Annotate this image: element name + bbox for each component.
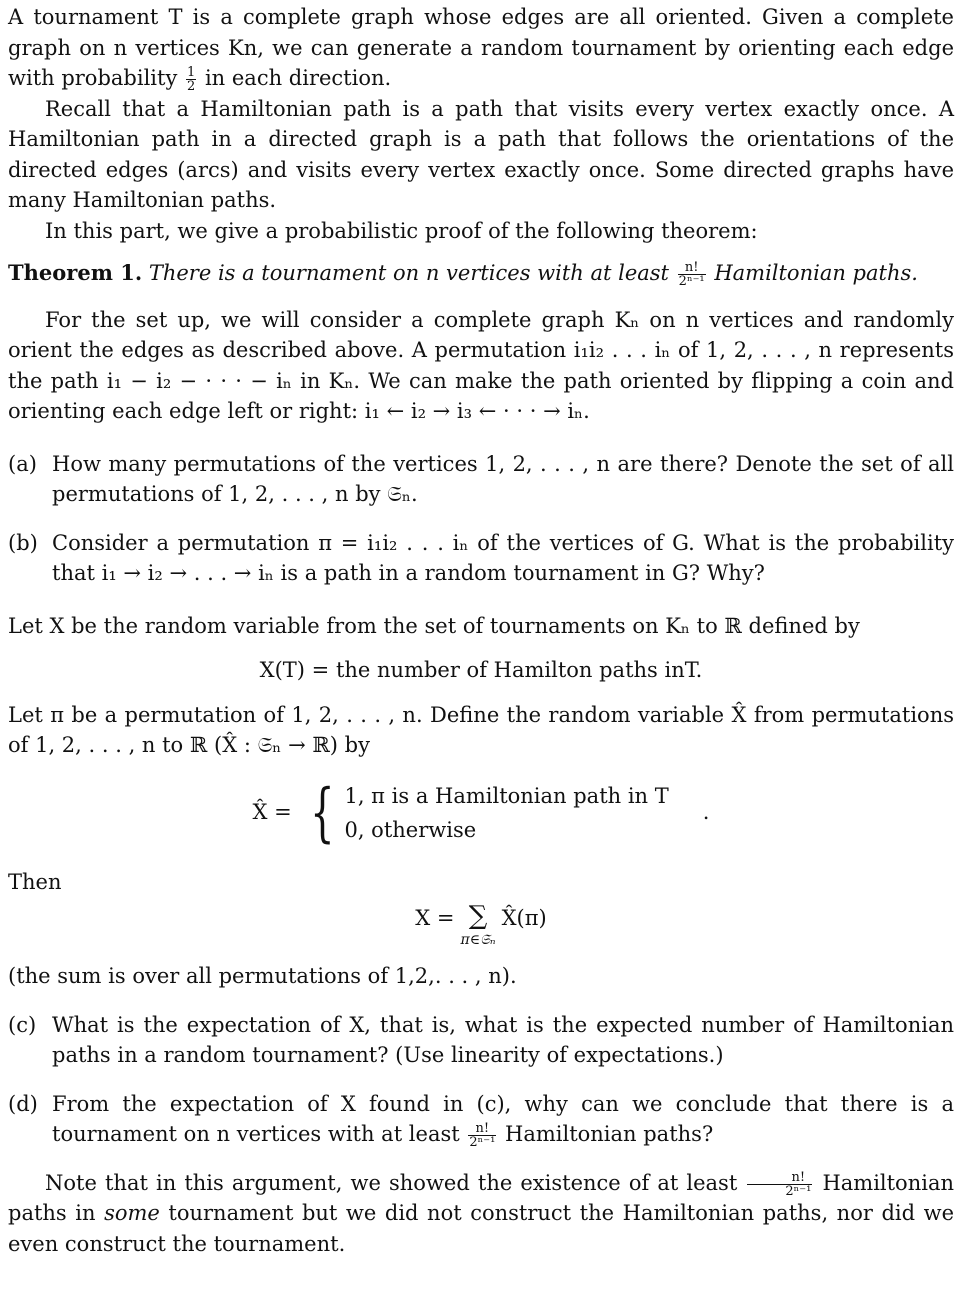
question-d-text: [52, 1089, 954, 1150]
fraction-numerator: n!: [468, 1122, 496, 1136]
intro-paragraph-1: [8, 2, 954, 94]
fraction-numerator: n!: [678, 261, 706, 275]
question-c-label: (c): [8, 1012, 37, 1037]
question-c: [8, 1010, 954, 1071]
question-b-text: Consider a permutation π = i₁i₂ . . . iₙ of the vertices of G. What is the probability that i₁ → i₂ → . . . → iₙ is a path in a random tournament in G? Why?: [52, 530, 954, 585]
question-b: [8, 528, 954, 589]
note-start: Note that in this argument, we showed the existence of at least: [45, 1170, 746, 1195]
fraction-one-half: [186, 66, 196, 93]
question-c-text: What is the expectation of X, that is, what is the expected number of Hamiltonian paths in a random tournament? (Use linearity of expectations.): [52, 1012, 954, 1067]
question-d-text-end: Hamiltonian paths?: [498, 1122, 714, 1146]
cases-period: .: [702, 800, 710, 825]
intro-paragraph-3: In this part, we give a probabilistic proof of the following theorem:: [45, 218, 758, 243]
cases-equation: [8, 775, 954, 850]
fraction-denominator: 2: [187, 79, 196, 94]
question-a: [8, 449, 954, 510]
fraction-numerator: 1: [187, 65, 196, 80]
case-2: 0, otherwise: [344, 817, 477, 842]
fraction-denominator: 2ⁿ⁻¹: [469, 1135, 496, 1150]
question-d-fraction: [468, 1122, 496, 1149]
cases-rows: [344, 779, 668, 847]
sum-equation: [8, 901, 954, 949]
note-end: tournament but we did not construct the Hamiltonian paths, nor did we even construct the tournament.: [8, 1201, 955, 1256]
question-a-label: (a): [8, 451, 37, 476]
question-d-label: (d): [8, 1091, 38, 1116]
intro-text-1-end: in each direction.: [198, 66, 392, 90]
note-fraction: [747, 1171, 812, 1198]
sum-operator: [461, 901, 496, 949]
intro-paragraph-2: Recall that a Hamiltonian path is a path that visits every vertex exactly once. A Hamiltonian path in a directed graph is a path that follows the orientations of the directed edges (arcs) and visits every vertex exactly once. Some directed graphs have many Hamiltonian paths.: [8, 96, 954, 212]
note-mid: Hamiltonian paths in: [8, 1170, 954, 1225]
fraction-denominator: 2ⁿ⁻¹: [785, 1183, 812, 1199]
theorem-fraction: [678, 261, 706, 288]
question-d: [8, 1089, 954, 1150]
theorem-body-start: There is a tournament on n vertices with at least: [148, 261, 676, 285]
left-brace: {: [309, 775, 335, 850]
rv-definition-x: Let X be the random variable from the set of tournaments on Kₙ to ℝ defined by: [8, 613, 860, 638]
sum-rhs: X̂(π): [501, 906, 547, 930]
theorem: [8, 258, 954, 289]
theorem-body-end: Hamiltonian paths.: [707, 261, 918, 285]
note-emphasis: some: [104, 1201, 160, 1225]
theorem-title: Theorem 1.: [8, 260, 143, 285]
fraction-numerator: n!: [747, 1171, 812, 1185]
sigma-symbol: ∑: [468, 901, 488, 931]
sum-subscript: π∈𝔖ₙ: [460, 932, 496, 948]
fraction-denominator: 2ⁿ⁻¹: [678, 274, 705, 289]
closing-note: [8, 1168, 954, 1260]
sum-lhs: X =: [415, 906, 455, 930]
setup-paragraph: For the set up, we will consider a complete graph Kₙ on n vertices and randomly orient the edges as described above. A permutation i₁i₂ . . . iₙ of 1, 2, . . . , n represents the path i₁ − i₂ − · · · − iₙ in Kₙ. We can make the path oriented by flipping a coin and orienting each edge left or right: i₁ ← i₂ → i₃ ← · · · → iₙ.: [8, 307, 954, 423]
cases-lhs: X̂ =: [252, 800, 292, 825]
then-label: Then: [8, 869, 62, 894]
intro-text-1: A tournament T is a complete graph whose edges are all oriented. Given a complete graph on n vertices K: [8, 5, 954, 60]
question-d-text-start: From the expectation of X found in (c), why can we conclude that there is a tournament on n vertices with at least: [52, 1091, 954, 1146]
question-b-label: (b): [8, 530, 38, 555]
rv-definition-xhat: Let π be a permutation of 1, 2, . . . , n. Define the random variable X̂ from permutations of 1, 2, . . . , n to ℝ (X̂ : 𝔖ₙ → ℝ) by: [8, 702, 954, 757]
question-a-text: How many permutations of the vertices 1, 2, . . . , n are there? Denote the set of all permutations of 1, 2, . . . , n by 𝔖ₙ.: [52, 451, 954, 506]
intro-text-1-cont: n, we can generate a random tournament by orienting each edge with probability: [8, 35, 954, 90]
case-1: 1, π is a Hamiltonian path in T: [344, 783, 669, 808]
display-equation-x: X(T) = the number of Hamilton paths inT.: [259, 658, 703, 682]
sum-note: (the sum is over all permutations of 1,2,. . . , n).: [8, 964, 517, 988]
